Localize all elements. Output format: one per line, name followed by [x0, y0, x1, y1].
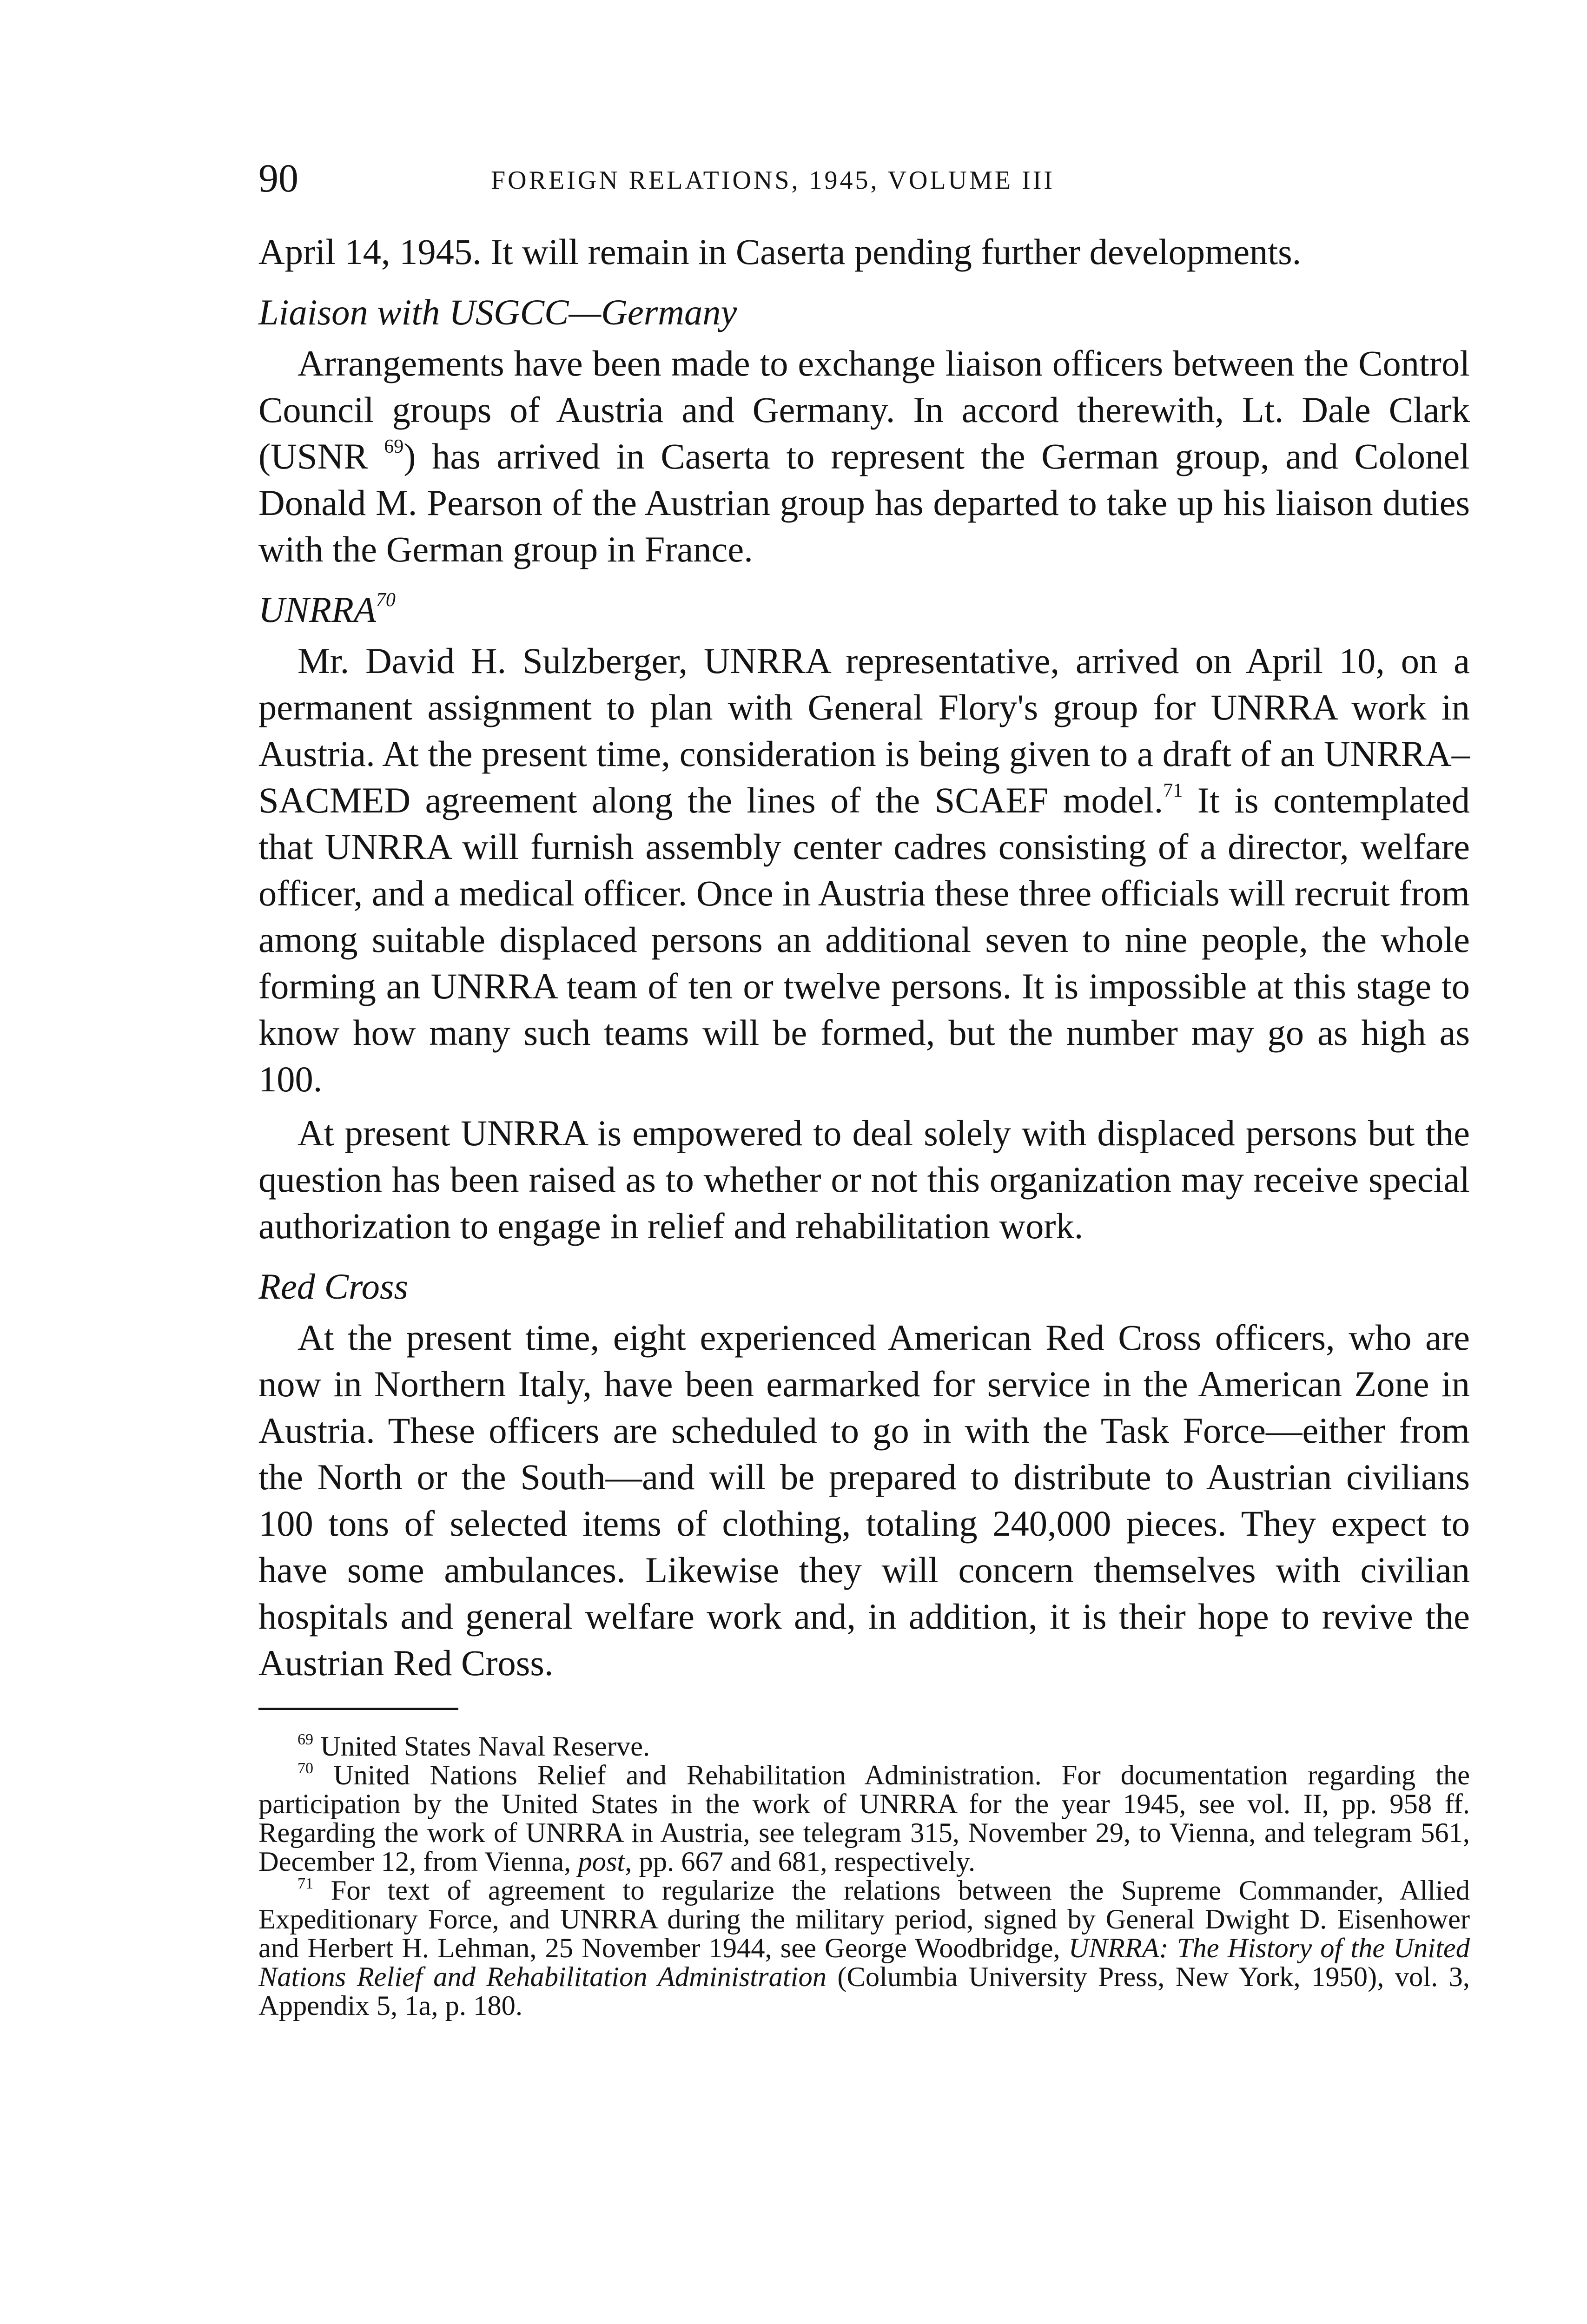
document-page	[258, 139, 1470, 2020]
page-header	[258, 139, 1470, 200]
section-heading-liaison: Liaison with USGCC—Germany	[258, 292, 737, 332]
paragraph-liaison: Arrangements have been made to exchange liaison officers between the Control Council groups of Austria and Germany. In accord therewith, Lt. Dale Clark (USNR $^{69}$) has arrived in Caserta to represent the German group, and Colonel Donald M. Pearson of the Austrian group has departed to take up his liaison duties with the German group in France.	[258, 343, 1470, 569]
paragraph-unrra-1: Mr. David H. Sulzberger, UNRRA representative, arrived on April 10, on a permanent assignment to plan with General Flory's group for UNRRA work in Austria. At the present time, consideration is being given to a draft of an UNRRA–SACMED agreement along the lines of the SCAEF model.$^{71}$ It is contemplated that UNRRA will furnish assembly center cadres consisting of a director, welfare officer, and a medical officer. Once in Austria these three officials will recruit from among suitable displaced persons an additional seven to nine people, the whole forming an UNRRA team of ten or twelve persons. It is impossible at this stage to know how many such teams will be formed, but the number may go as high as 100.	[258, 640, 1470, 1099]
paragraph-continued: April 14, 1945. It will remain in Caserta pending further developments.	[258, 231, 1302, 272]
footnote-ref-70[interactable]: 70	[376, 589, 396, 611]
footnote-69: $^{69}$ United States Naval Reserve.	[298, 1731, 650, 1762]
footnote-ref-69[interactable]: 69	[384, 436, 404, 457]
footnote-number-71: 71	[298, 1875, 313, 1892]
section-heading-red-cross: Red Cross	[258, 1266, 409, 1307]
footnote-divider	[258, 1708, 458, 1710]
page-number: 90	[258, 156, 298, 200]
footnote-number-69: 69	[298, 1731, 313, 1748]
paragraph-unrra-2: At present UNRRA is empowered to deal solely with displaced persons but the question has been raised as to whether or not this organization may receive special authorization to engage in relief and rehabilitation work.	[258, 1113, 1470, 1246]
paragraph-red-cross: At the present time, eight experienced American Red Cross officers, who are now in Northern Italy, have been earmarked for service in the American Zone in Austria. These officers are scheduled to go in with the Task Force—either from the North or the South—and will be prepared to distribute to Austrian civilians 100 tons of selected items of clothing, totaling 240,000 pieces. They expect to have some ambulances. Likewise they will concern themselves with civilian hospitals and general welfare work and, in addition, it is their hope to revive the Austrian Red Cross.	[258, 1317, 1470, 1683]
footnote-71: $^{71}$ For text of agreement to regularize the relations between the Supreme Commander, Allied Expeditionary Force, and UNRRA during the military period, signed by General Dwight D. Eisenhower and Herbert H. Lehman, 25 November 1944, see George Woodbridge, UNRRA: The History of the United Nations Relief and Rehabilitation Administration (Columbia University Press, New York, 1950), vol. 3, Appendix 5, 1a, p. 180.	[258, 1875, 1470, 2021]
cited-book-title: UNRRA: The History of the United Nations Relief and Rehabilitation Administration	[258, 1933, 1470, 1993]
section-heading-unrra: UNRRA$^{70}$	[258, 589, 396, 630]
footnote-70: $^{70}$ United Nations Relief and Rehabilitation Administration. For documentation regarding the participation by the United States in the work of UNRRA for the year 1945, see vol. II, pp. 958 ff. Regarding the work of UNRRA in Austria, see telegram 315, November 29, to Vienna, and telegram 561, December 12, from Vienna, post, pp. 667 and 681, respectively.	[258, 1760, 1470, 1877]
footnote-ref-71[interactable]: 71	[1163, 780, 1183, 801]
footnote-number-70: 70	[298, 1760, 313, 1777]
footnotes	[258, 1732, 1470, 2020]
running-head: FOREIGN RELATIONS, 1945, VOLUME III	[491, 166, 1055, 195]
body-text	[258, 229, 1470, 1686]
